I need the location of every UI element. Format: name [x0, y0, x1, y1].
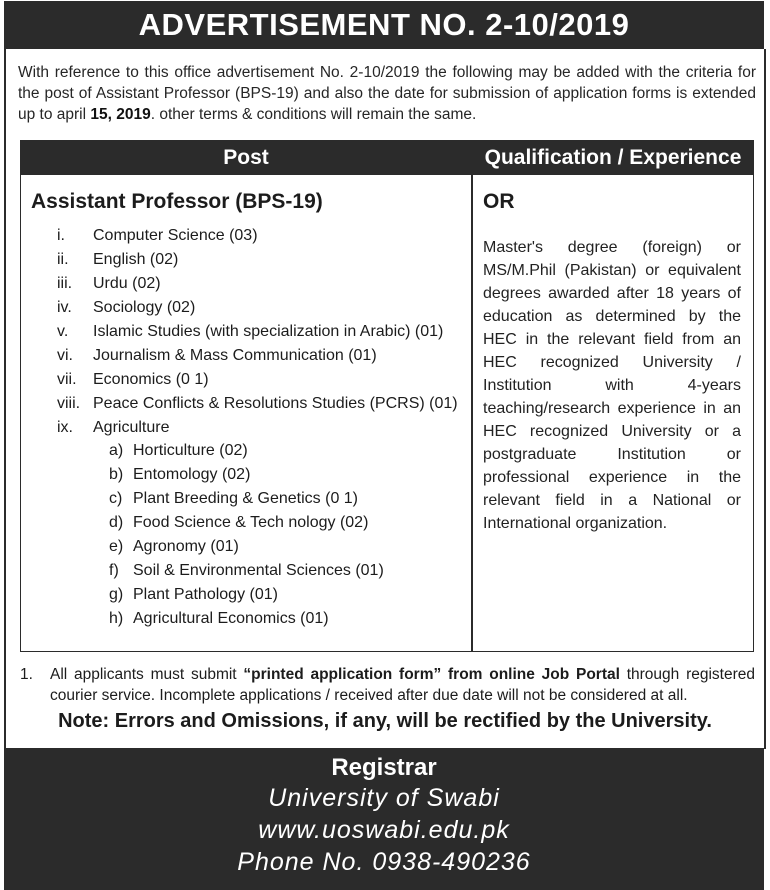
intro-text-1: With reference to this office advertisement No. 2-10/2019 the following may be added with the criteria for the post of Assistant Professor (BPS-19) and also the date for submission of application forms is extended up to april — [18, 64, 756, 123]
list-item-number: vii. — [57, 371, 77, 388]
sub-list-item-letter: c) — [109, 490, 123, 507]
registrar-label: Registrar — [331, 754, 437, 781]
list-item-number: v. — [57, 323, 69, 340]
sub-list-item-text: Agricultural Economics (01) — [133, 610, 329, 627]
agriculture-sublist — [21, 440, 471, 632]
sub-list-item-text: Plant Pathology (01) — [133, 586, 278, 603]
footnote-text — [50, 664, 755, 706]
list-item-number: viii. — [57, 395, 81, 412]
list-item-text: English (02) — [93, 251, 179, 268]
sub-list-item-text: Agronomy (01) — [133, 538, 239, 555]
website-link[interactable]: www.uoswabi.edu.pk — [258, 816, 510, 844]
list-item — [21, 345, 471, 369]
list-item-number: ix. — [57, 419, 73, 436]
sub-list-item — [21, 584, 471, 608]
list-item-number: iv. — [57, 299, 72, 316]
sub-list-item-text: Food Science & Tech nology (02) — [133, 514, 369, 531]
university-name: University of Swabi — [268, 784, 500, 812]
sub-list-item-letter: d) — [109, 514, 124, 531]
sub-list-item-letter: h) — [109, 610, 124, 627]
sub-list-item-text: Entomology (02) — [133, 466, 251, 483]
list-item-text: Urdu (02) — [93, 275, 161, 292]
sub-list-item-letter: a) — [109, 442, 124, 459]
footnote-text-1: All applicants must submit — [50, 666, 244, 683]
sub-list-item — [21, 464, 471, 488]
list-item-number: iii. — [57, 275, 73, 292]
list-item-number: vi. — [57, 347, 73, 364]
post-title: Assistant Professor (BPS-19) — [31, 190, 323, 213]
advertisement-title: ADVERTISEMENT NO. 2-10/2019 — [4, 1, 764, 49]
list-item-number: ii. — [57, 251, 69, 268]
column-divider — [471, 141, 473, 651]
sub-list-item — [21, 608, 471, 632]
list-item-number: i. — [57, 227, 65, 244]
footnote-bold-text: “printed application form” from online Job Portal — [243, 666, 620, 683]
list-item-text: Peace Conflicts & Resolutions Studies (PCRS) (01) — [93, 395, 458, 412]
list-item — [21, 393, 471, 417]
qualification-or-label: OR — [483, 190, 515, 213]
intro-deadline-date: 15, 2019 — [90, 106, 151, 123]
sub-list-item-text: Plant Breeding & Genetics (0 1) — [133, 490, 359, 507]
contact-footer — [4, 748, 764, 890]
sub-list-item — [21, 536, 471, 560]
list-item-text: Agriculture — [93, 419, 170, 436]
footnote-text-2: through registered courier service. Incomplete applications / received after due date will not be considered at all. — [50, 666, 755, 704]
sub-list-item-letter: e) — [109, 538, 124, 555]
discipline-list — [21, 225, 471, 441]
list-item-text: Computer Science (03) — [93, 227, 258, 244]
list-item — [21, 273, 471, 297]
intro-text-2: . other terms & conditions will remain the same. — [150, 106, 477, 123]
sub-list-item — [21, 512, 471, 536]
list-item-text: Sociology (02) — [93, 299, 196, 316]
list-item-text: Journalism & Mass Communication (01) — [93, 347, 377, 364]
sub-list-item-text: Soil & Environmental Sciences (01) — [133, 562, 384, 579]
list-item-text: Islamic Studies (with specialization in Arabic) (01) — [93, 323, 444, 340]
sub-list-item-letter: g) — [109, 586, 124, 603]
sub-list-item-letter: b) — [109, 466, 124, 483]
list-item — [21, 417, 471, 441]
sub-list-item — [21, 488, 471, 512]
list-item-text: Economics (0 1) — [93, 371, 209, 388]
sub-list-item — [21, 560, 471, 584]
list-item — [21, 249, 471, 273]
qualification-text: Master's degree (foreign) or MS/M.Phil (Pakistan) or equivalent degrees awarded after 18 years of education as determined by the HEC in the relevant field from an HEC recognized University / Institution with 4-years teaching/research experience in an HEC recognized University or a postgraduate Institution or professional experience in the relevant field in a National or International organization. — [483, 239, 741, 532]
footnote-number: 1. — [20, 666, 33, 683]
sub-list-item-letter: f) — [109, 562, 119, 579]
intro-paragraph — [18, 62, 756, 125]
list-item — [21, 297, 471, 321]
list-item — [21, 225, 471, 249]
errors-omissions-note: Note: Errors and Omissions, if any, will be rectified by the University. — [58, 710, 712, 732]
sub-list-item — [21, 440, 471, 464]
column-header-post: Post — [21, 141, 471, 175]
list-item — [21, 321, 471, 345]
phone-number: Phone No. 0938-490236 — [237, 848, 531, 876]
posts-table — [20, 140, 754, 652]
sub-list-item-text: Horticulture (02) — [133, 442, 248, 459]
list-item — [21, 369, 471, 393]
column-header-qualification: Qualification / Experience — [473, 141, 753, 175]
